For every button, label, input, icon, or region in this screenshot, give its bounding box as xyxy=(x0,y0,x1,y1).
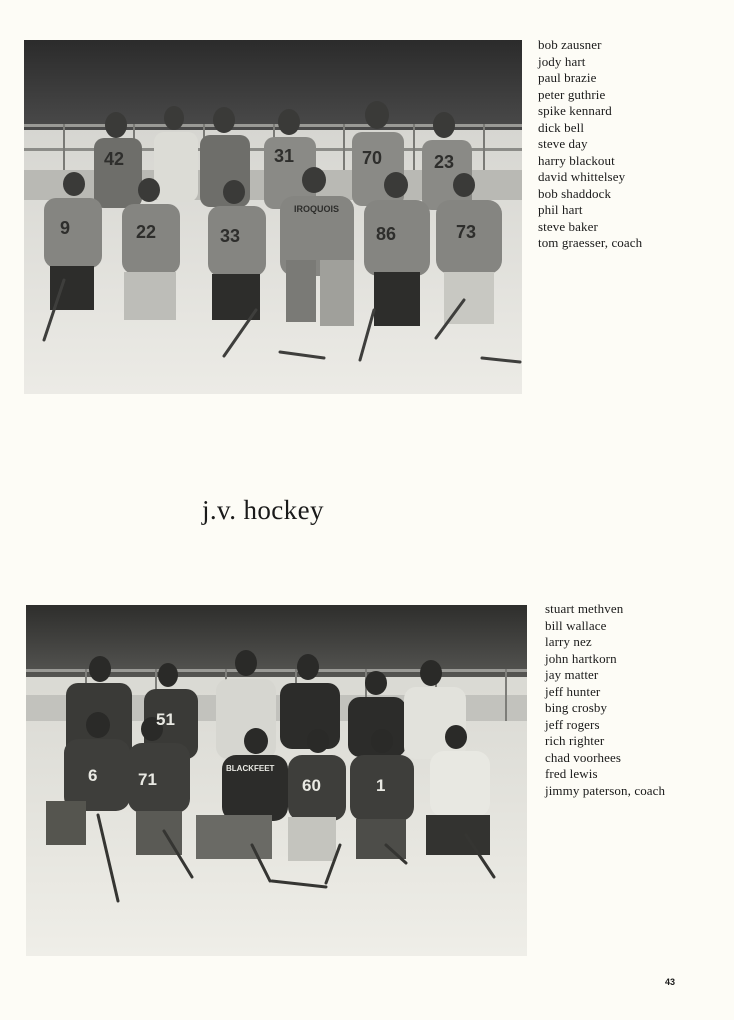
jersey-number: 73 xyxy=(456,222,477,242)
jersey-number: 31 xyxy=(274,146,295,166)
jersey-text: BLACKFEET xyxy=(226,764,275,773)
roster-item: jeff rogers xyxy=(545,716,600,732)
jersey-number: 86 xyxy=(376,224,397,244)
roster-item: john hartkorn xyxy=(545,650,617,666)
jersey-number: 9 xyxy=(60,218,71,238)
page-number: 43 xyxy=(665,977,676,987)
roster-item: dick bell xyxy=(538,119,585,135)
roster-item: jay matter xyxy=(545,667,599,682)
roster-item: larry nez xyxy=(545,634,592,649)
roster-item: steve day xyxy=(538,136,588,151)
roster-item: david whittelsey xyxy=(538,169,626,184)
roster-item: bob shaddock xyxy=(538,185,612,201)
roster-item: steve baker xyxy=(538,218,598,234)
roster-item: spike kennard xyxy=(538,103,612,118)
team-photo-top xyxy=(24,40,522,394)
roster-item: phil hart xyxy=(538,202,583,217)
roster-list-bottom xyxy=(545,601,665,799)
jersey-number: 22 xyxy=(136,222,157,242)
section-title: j.v. hockey xyxy=(202,495,324,525)
roster-item: bob zausner xyxy=(538,37,602,52)
jersey-number: 70 xyxy=(362,148,383,168)
jersey-text: IROQUOIS xyxy=(294,204,340,214)
roster-item: harry blackout xyxy=(538,152,615,168)
team-photo-bottom xyxy=(26,605,527,956)
jersey-number: 71 xyxy=(138,770,157,789)
roster-item: jeff hunter xyxy=(545,683,601,699)
roster-item: jimmy paterson, coach xyxy=(545,782,666,798)
roster-item: paul brazie xyxy=(538,70,597,85)
roster-item: fred lewis xyxy=(545,766,598,781)
jersey-number: 23 xyxy=(434,152,455,172)
roster-list-top xyxy=(538,37,642,252)
jersey-number: 42 xyxy=(104,149,125,169)
roster-item: jody hart xyxy=(538,53,586,69)
jersey-number: 33 xyxy=(220,226,241,246)
roster-item: stuart methven xyxy=(545,601,624,616)
jersey-number: 6 xyxy=(88,766,98,785)
jersey-number: 51 xyxy=(156,710,175,729)
roster-item: rich righter xyxy=(545,733,605,748)
roster-item: peter guthrie xyxy=(538,86,606,102)
jersey-number: 60 xyxy=(302,776,321,795)
jersey-number: 1 xyxy=(376,776,386,795)
roster-item: bing crosby xyxy=(545,700,608,715)
roster-item: tom graesser, coach xyxy=(538,235,643,250)
roster-item: bill wallace xyxy=(545,617,607,633)
roster-item: chad voorhees xyxy=(545,749,622,765)
